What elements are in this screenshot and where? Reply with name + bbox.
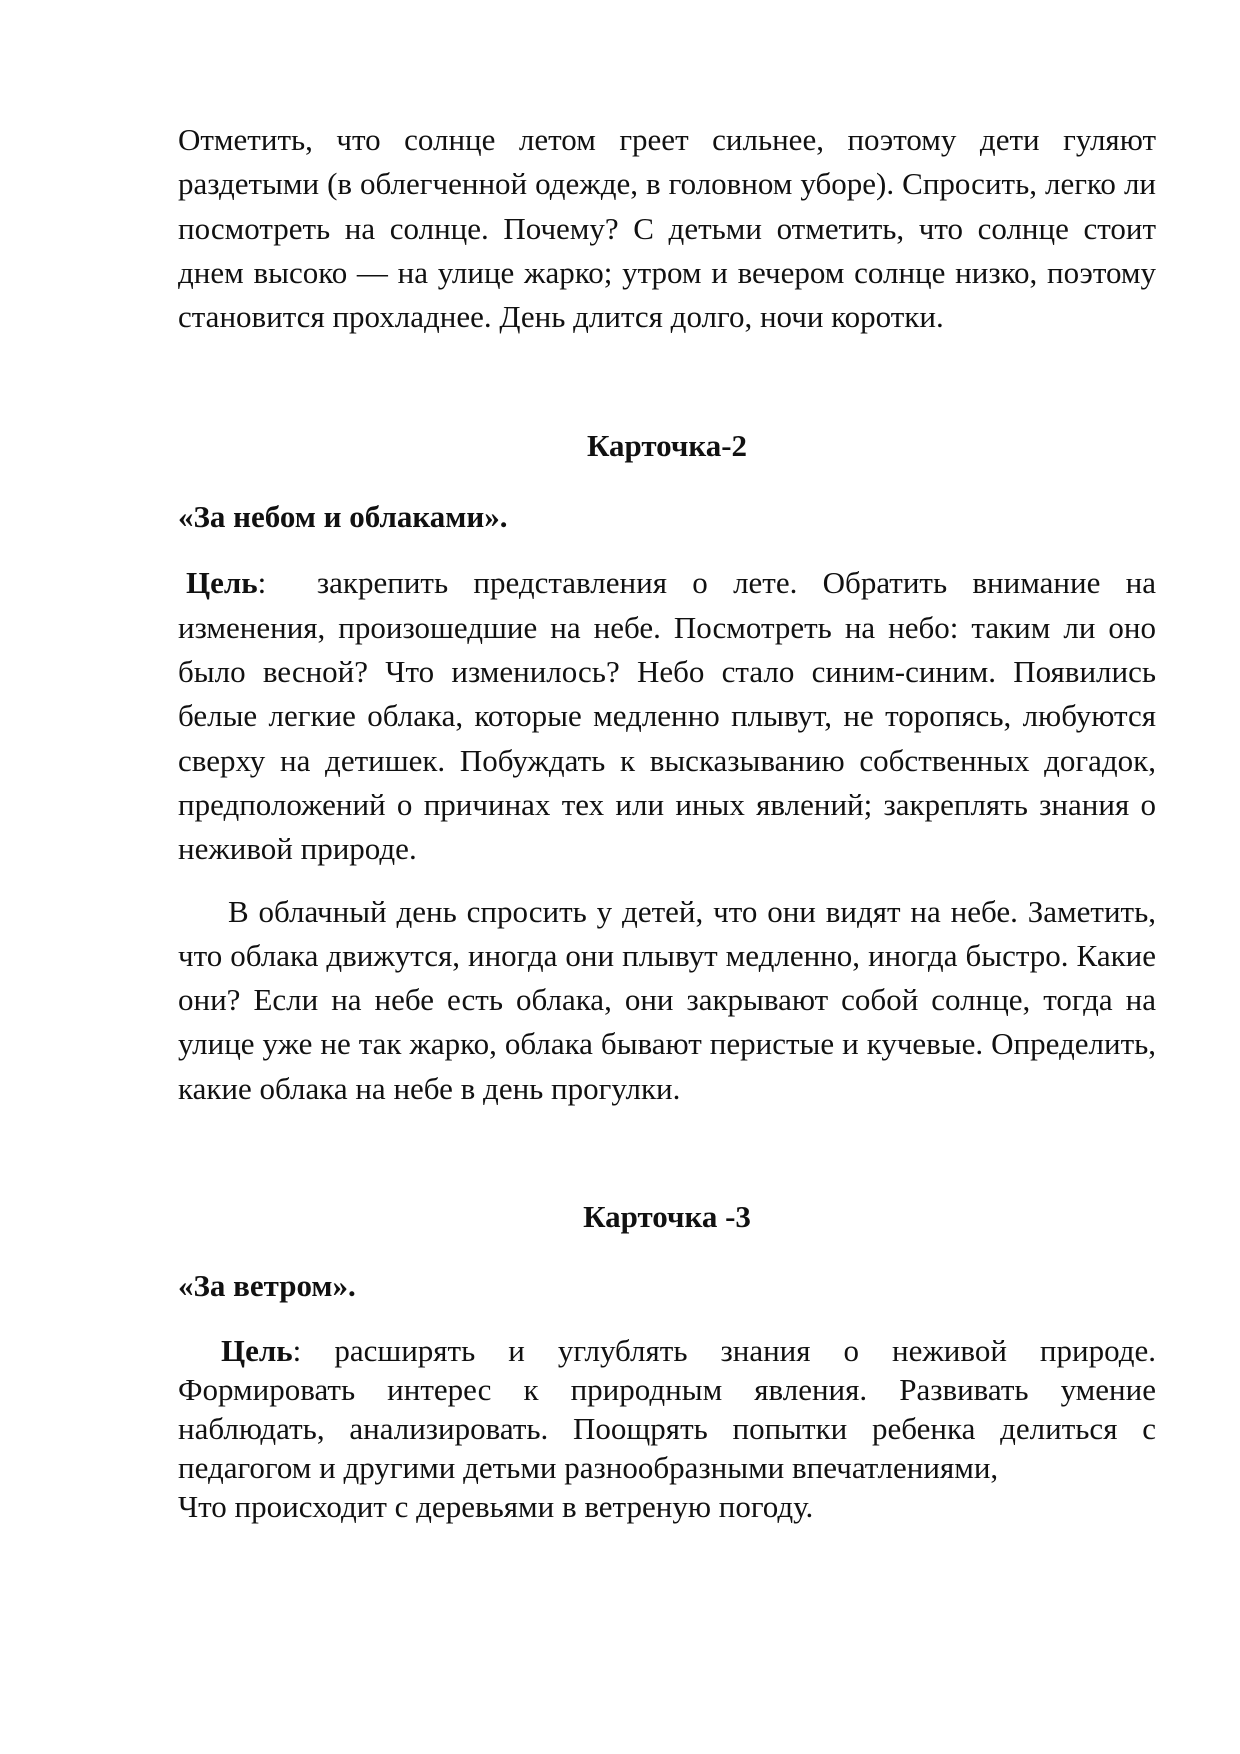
document-page: [178, 118, 1156, 1526]
card-3-topic: «За ветром».: [178, 1268, 356, 1304]
card-3-goal-colon: :: [292, 1333, 335, 1369]
card-2-goal-label: Цель: [186, 565, 258, 601]
intro-paragraph: Отметить, что солнце летом греет сильнее, поэтому дети гуляют раздетыми (в облегченной одежде, в головном уборе). Спросить, легко ли посмотреть на солнце. Почему? С детьми отметить, что солнце стоит днем высоко — на улице жарко; утром и вечером солнце низко, поэтому становится прохладнее. День длится долго, ночи коротки.: [178, 122, 1156, 335]
card-2-goal-text: закрепить представления о лете. Обратить внимание на изменения, произошедшие на небе. Посмотреть на небо: таким ли оно было весной? Что изменилось? Небо стало синим-синим. Появились белые легкие облака, которые медленно плывут, не торопясь, любуются сверху на детишек. Побуждать к высказыванию собственных догадок, предположений о причинах тех или иных явлений; закреплять знания о неживой природе.: [178, 565, 1156, 867]
card-2-title: Карточка-2: [586, 428, 748, 464]
card-2-goal-paragraph: [178, 561, 1156, 871]
card-2-paragraph-2: В облачный день спросить у детей, что они видят на небе. Заметить, что облака движутся, иногда они плывут медленно, иногда быстро. Какие они? Если на небе есть облака, они закрывают собой солнце, тогда на улице уже не так жарко, облака бывают перистые и кучевые. Определить, какие облака на небе в день прогулки.: [178, 893, 1156, 1106]
card-3-goal-paragraph: [178, 1331, 1156, 1487]
card-3-tail-line: Что происходит с деревьями в ветреную погоду.: [178, 1489, 814, 1525]
card-2-goal-colon: :: [257, 565, 317, 601]
card-3-goal-text: расширять и углублять знания о неживой природе. Формировать интерес к природным явления. Развивать умение наблюдать, анализировать. Поощрять попытки ребенка делиться с педагогом и другими детьми разнообразными впечатлениями,: [178, 1333, 1156, 1486]
card-2-topic: «За небом и облаками».: [178, 499, 508, 535]
card-3-goal-label: Цель: [221, 1333, 293, 1369]
card-3-title: Карточка -3: [583, 1199, 751, 1235]
